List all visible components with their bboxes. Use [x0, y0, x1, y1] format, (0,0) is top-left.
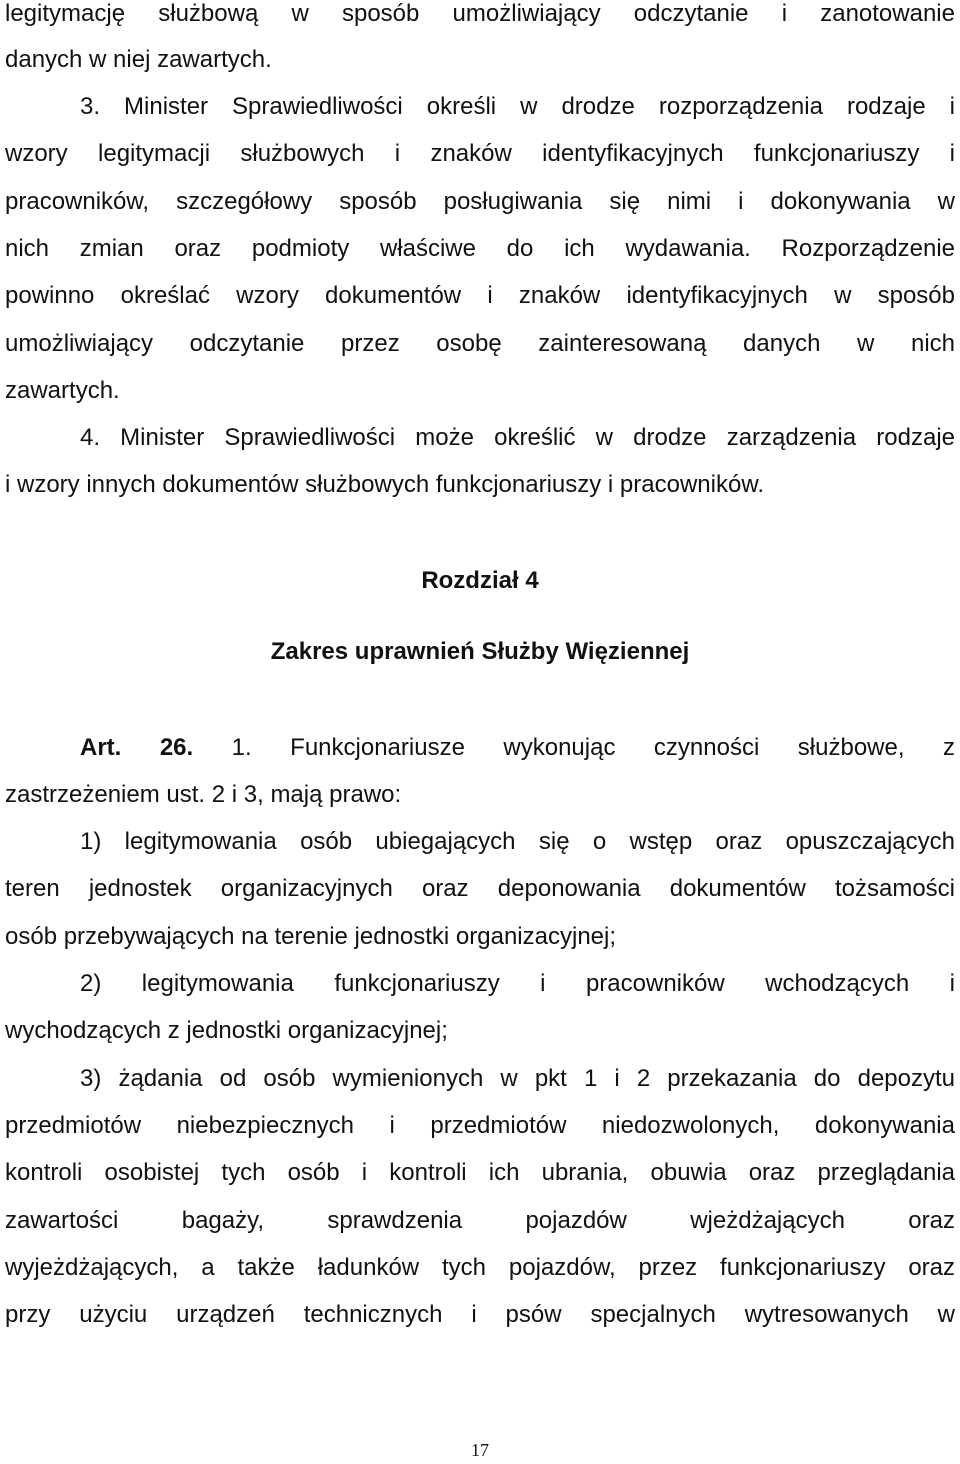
text-line: powinno określać wzory dokumentów i znaków identyfikacyjnych w sposób — [5, 282, 955, 309]
text-line: danych w niej zawartych. — [5, 46, 272, 73]
paragraph-3-line: 3. Minister Sprawiedliwości określi w drodze rozporządzenia rodzaje i — [80, 93, 955, 120]
text-line: teren jednostek organizacyjnych oraz deponowania dokumentów tożsamości — [5, 875, 955, 902]
article-text: 1. Funkcjonariusze wykonując czynności służbowe, z — [193, 734, 955, 761]
chapter-title: Rozdział 4 — [421, 567, 539, 594]
text-line: i wzory innych dokumentów służbowych funkcjonariuszy i pracowników. — [5, 471, 764, 498]
list-item-3-line: 3) żądania od osób wymienionych w pkt 1 i 2 przekazania do depozytu — [80, 1065, 955, 1092]
text-line: kontroli osobistej tych osób i kontroli ich ubrania, obuwia oraz przeglądania — [5, 1159, 955, 1186]
text-line: wyjeżdżających, a także ładunków tych pojazdów, przez funkcjonariuszy oraz — [5, 1254, 955, 1281]
text-line: legitymację służbową w sposób umożliwiający odczytanie i zanotowanie — [5, 0, 955, 27]
list-item-2-line: 2) legitymowania funkcjonariuszy i pracowników wchodzących i — [80, 970, 955, 997]
text-line: zawartości bagaży, sprawdzenia pojazdów wjeżdżających oraz — [5, 1207, 955, 1234]
text-line: przedmiotów niebezpiecznych i przedmiotów niedozwolonych, dokonywania — [5, 1112, 955, 1139]
list-item-1-line: 1) legitymowania osób ubiegających się o wstęp oraz opuszczających — [80, 828, 955, 855]
text-line: umożliwiający odczytanie przez osobę zainteresowaną danych w nich — [5, 330, 955, 357]
text-line: przy użyciu urządzeń technicznych i psów specjalnych wytresowanych w — [5, 1301, 955, 1328]
chapter-subtitle: Zakres uprawnień Służby Więziennej — [270, 638, 690, 665]
article-26-line — [5, 731, 955, 765]
text-line: wzory legitymacji służbowych i znaków identyfikacyjnych funkcjonariuszy i — [5, 140, 955, 167]
page-number: 17 — [471, 1440, 489, 1460]
text-line: pracowników, szczegółowy sposób posługiwania się nimi i dokonywania w — [5, 188, 955, 215]
text-line: zawartych. — [5, 377, 120, 404]
paragraph-4-line: 4. Minister Sprawiedliwości może określić w drodze zarządzenia rodzaje — [80, 424, 955, 451]
text-line: zastrzeżeniem ust. 2 i 3, mają prawo: — [5, 781, 402, 808]
text-line: wychodzących z jednostki organizacyjnej; — [5, 1017, 448, 1044]
text-line: nich zmian oraz podmioty właściwe do ich wydawania. Rozporządzenie — [5, 235, 955, 262]
text-line: osób przebywających na terenie jednostki organizacyjnej; — [5, 923, 617, 950]
article-number: Art. 26. — [80, 734, 194, 761]
